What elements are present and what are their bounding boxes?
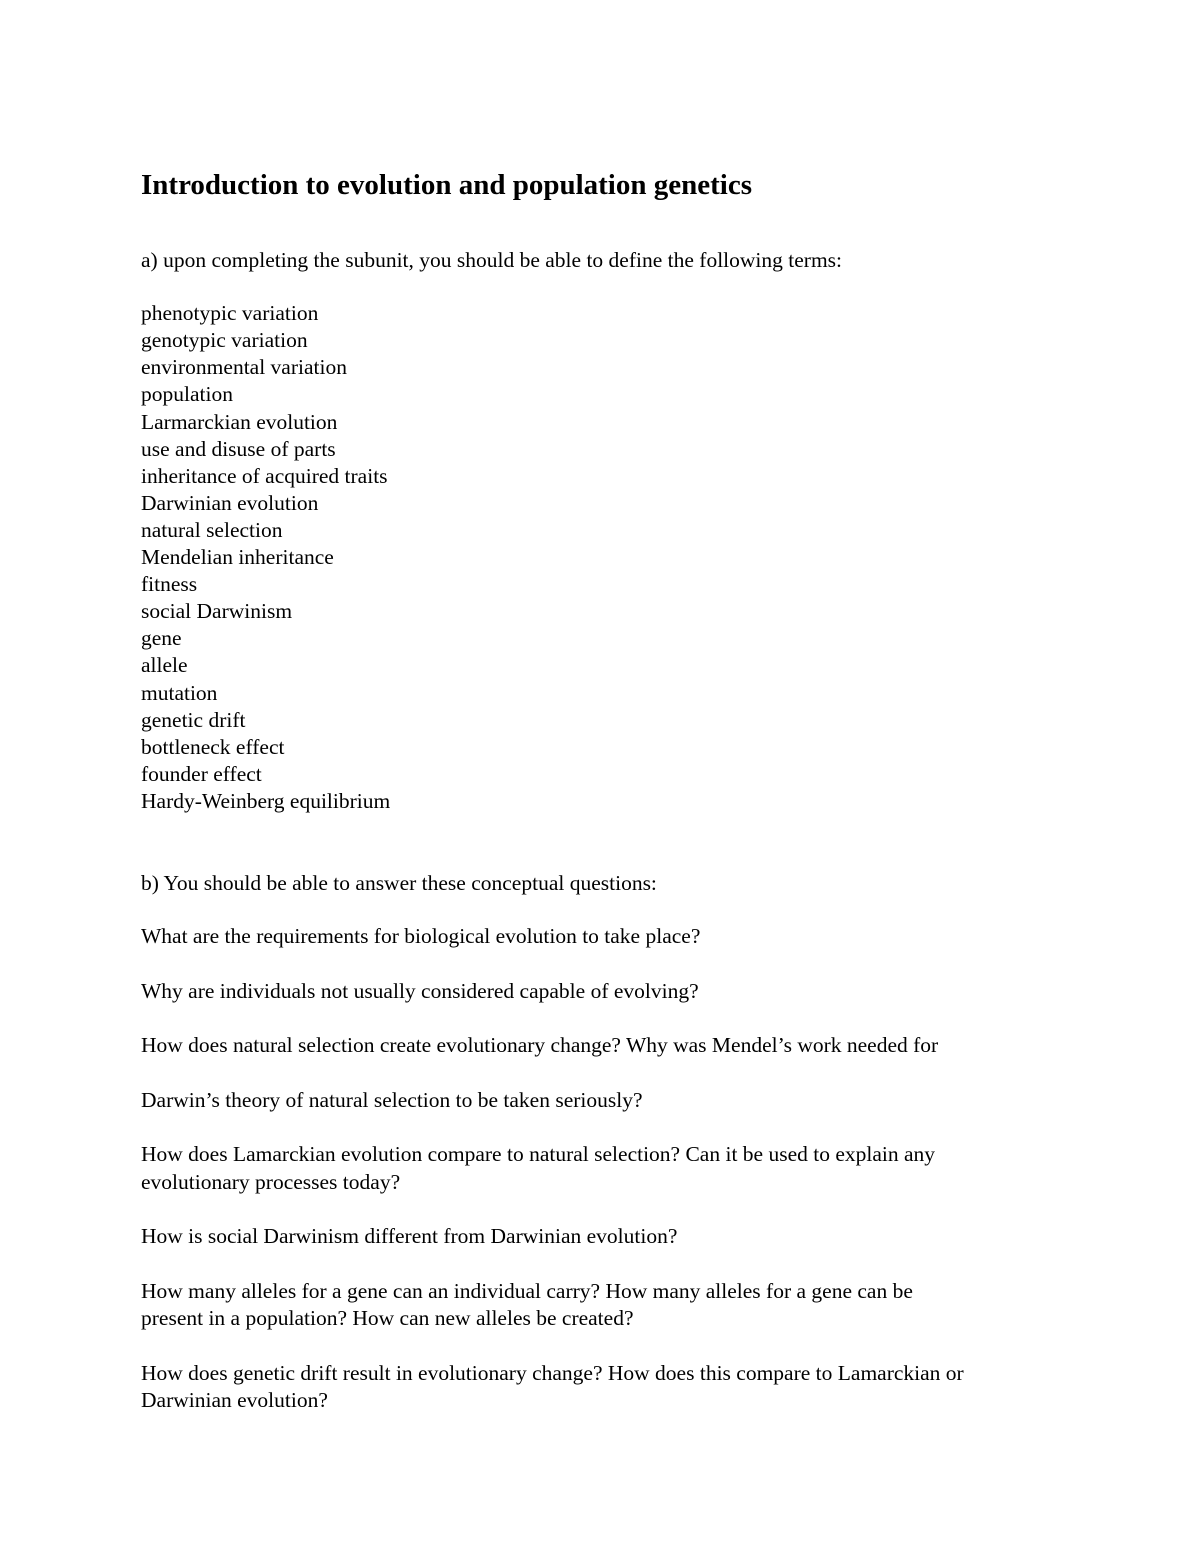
question-line: evolutionary processes today?: [141, 1169, 401, 1194]
term-item: environmental variation: [141, 355, 347, 380]
term-item: founder effect: [141, 761, 262, 786]
question-line: How is social Darwinism different from Darwinian evolution?: [141, 1224, 678, 1249]
term-item: genetic drift: [141, 707, 246, 732]
questions-list: [141, 923, 1081, 1415]
term-item: inheritance of acquired traits: [141, 463, 388, 488]
question-line: Darwin’s theory of natural selection to be taken seriously?: [141, 1087, 643, 1112]
term-item: Hardy-Weinberg equilibrium: [141, 788, 391, 813]
question-paragraph: [141, 1278, 1081, 1333]
term-item: allele: [141, 653, 188, 678]
question-line: How many alleles for a gene can an individual carry? How many alleles for a gene can be: [141, 1278, 913, 1303]
term-item: fitness: [141, 572, 198, 597]
question-paragraph: [141, 1141, 1081, 1196]
term-item: mutation: [141, 680, 218, 705]
term-item: gene: [141, 626, 182, 651]
document-title: Introduction to evolution and population genetics: [141, 169, 752, 201]
term-item: bottleneck effect: [141, 734, 285, 759]
term-item: natural selection: [141, 517, 283, 542]
term-item: Darwinian evolution: [141, 490, 319, 515]
term-item: social Darwinism: [141, 599, 293, 624]
term-item: use and disuse of parts: [141, 436, 336, 461]
term-item: phenotypic variation: [141, 301, 319, 326]
question-line: How does genetic drift result in evolutionary change? How does this compare to Lamarckian or: [141, 1360, 964, 1385]
term-item: Mendelian inheritance: [141, 545, 334, 570]
section-b-intro: b) You should be able to answer these conceptual questions:: [141, 870, 657, 895]
question-line: What are the requirements for biological evolution to take place?: [141, 924, 701, 949]
section-a-intro: a) upon completing the subunit, you should be able to define the following terms:: [141, 248, 843, 272]
question-paragraph: [141, 1360, 1081, 1415]
question-line: Why are individuals not usually considered capable of evolving?: [141, 978, 699, 1003]
term-item: population: [141, 382, 233, 407]
term-item: genotypic variation: [141, 328, 308, 353]
question-paragraph: [141, 1032, 1081, 1060]
question-line: Darwinian evolution?: [141, 1388, 328, 1413]
question-paragraph: [141, 1087, 1081, 1115]
question-paragraph: [141, 978, 1081, 1006]
question-paragraph: [141, 923, 1081, 951]
question-paragraph: [141, 1223, 1081, 1251]
question-line: How does natural selection create evolutionary change? Why was Mendel’s work needed for: [141, 1033, 939, 1058]
question-line: How does Lamarckian evolution compare to natural selection? Can it be used to explain any: [141, 1142, 936, 1167]
question-line: present in a population? How can new alleles be created?: [141, 1306, 634, 1331]
terms-list: [141, 300, 1081, 815]
document-page: [141, 166, 1081, 1442]
term-item: Larmarckian evolution: [141, 409, 338, 434]
